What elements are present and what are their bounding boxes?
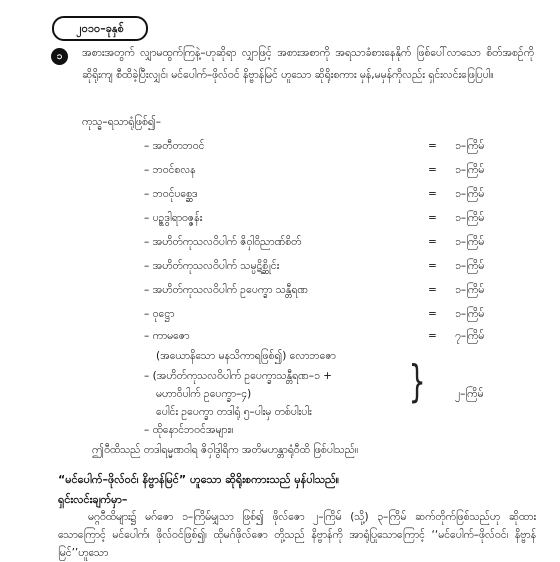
list-item-label: – အဟိတ်ကုသလဝိပါက် ဥပေက္ခာ သန္တီရဏ (144, 284, 308, 296)
group-line: ပေါင်း ဥပေက္ခာ တဒါရုံ ၅–ပါးမှ တစ်ပါးပါး (156, 406, 312, 418)
list-item-count: ၁–ကြိမ် (455, 212, 485, 224)
list-item-count: ၁–ကြိမ် (455, 236, 485, 248)
equals-sign: = (428, 260, 437, 272)
kama-note: (အယောနိသော မနသိကာရဖြစ်၍) လောဘဇော (156, 350, 336, 362)
conclusion-text: ဤဝီထိသည် တဒါရမ္မဏဝါရ ဇိဝှါဒွါရိက အတိမဟန္တာရုံဝီထိ ဖြစ်ပါသည်။ (92, 444, 359, 456)
equals-sign: = (428, 188, 437, 200)
question-text: အစားအတွက် လျှာမထွက်ကြနဲ့–ဟုဆိုရာ လျှာဖြင့် အစားအစာကို အရသာခံစားနေနိုက် ဖြစ်ပေါ်လာသော စိတ်အစဉ်ကို ဆိုရိုးကျ စီထိခဲ့ပြီးလျှင်၊ မင်ပေါက်–ဖိုလ်ဝင် နိဗ္ဗာန်မြင် ဟူသော ဆိုရိုးစကား မှန်,မမှန်ကိုလည်း ရှင်းလင်းဖြေပြပါ။ (82, 47, 534, 81)
group-line: – (အဟိတ်ကုသလဝိပါက် ဥပေက္ခာသန္တီရဏ–၁ + (144, 370, 332, 382)
section-heading: “မင်ပေါက်–ဖိုလ်ဝင်၊ နိဗ္ဗာန်မြင်” ဟူသော ဆိုရိုးစကားသည် မှန်ပါသည်။ (58, 473, 340, 486)
equals-sign: = (428, 284, 437, 296)
list-item-count: ၁–ကြိမ် (455, 140, 485, 152)
list-item-label: – ထိုနောင်ဘဝင်အများ။ (144, 424, 234, 436)
year-badge: ၂၀၁၀–ခုနှစ် (52, 16, 148, 41)
list-item-count: ၇–ကြိမ် (455, 330, 485, 342)
list-item-count: ၁–ကြိမ် (455, 308, 485, 320)
answer-heading: ကုသ္ဓ–ရသာရုံဖြစ်၍– (82, 116, 161, 128)
equals-sign: = (428, 164, 437, 176)
list-item-label: – ကာမဇော (144, 330, 190, 342)
list-item-count: ၁–ကြိမ် (455, 284, 485, 296)
group-line: မဟာဝိပါက် ဥပေက္ခာ–၄) (156, 388, 252, 400)
explanation-paragraph: မဂ္ဂဝီထိများ၌ မဂ်ဇော ၁–ကြိမ်မျှသာ ဖြစ်၍ ဖိုလ်ဇော ၂–ကြိမ် (သို့) ၃–ကြိမ် ဆက်တိုက်ဖြစ်သည်ဟု ဆိုထားသောကြောင့် မင်ပေါက်၊ ဖိုလ်ဝင်ဖြစ်၍၊ ထိုမဂ်ဖိုလ်ဇော တို့သည် နိဗ္ဗာန်ကို အာရုံပြုသောကြောင့် ‘‘မင်ပေါက်–ဖိုလ်ဝင်၊ နိဗ္ဗာန်မြင်’’ဟူသော (58, 511, 536, 559)
list-item-label: – ဘဝင်ုပစ္ဆေဒ (144, 188, 198, 200)
equals-sign: = (428, 330, 437, 342)
equals-sign: = (428, 140, 437, 152)
question-number: ၁ (51, 48, 68, 65)
list-item-label: – ဝုဋ္ဌော (144, 308, 175, 320)
list-item-label: – အဟိတ်ကုသလဝိပါက် သမ္ပဋိစ္ဆိုင်း (144, 260, 280, 272)
equals-sign: = (428, 308, 437, 320)
list-item-label: – ပဥ္စဒွါရာဝဇ္ဇန်း (144, 212, 203, 224)
list-item-label: – အတီတဘဝင် (144, 140, 205, 152)
explanation-heading: ရှင်းလင်းချက်မှာ– (58, 493, 128, 506)
list-item-count: ၁–ကြိမ် (455, 188, 485, 200)
curly-brace-icon: } (408, 356, 426, 407)
group-count: ၂–ကြိမ် (455, 388, 484, 400)
list-item-count: ၁–ကြိမ် (455, 164, 485, 176)
equals-sign: = (428, 236, 437, 248)
list-item-label: – အဟိတ်ကုသလဝိပါက် ဇိဝှါဝိညာဏ်စိတ် (144, 236, 302, 248)
list-item-label: – ဘဝင်စလန (144, 164, 196, 176)
equals-sign: = (428, 212, 437, 224)
list-item-count: ၁–ကြိမ် (455, 260, 485, 272)
